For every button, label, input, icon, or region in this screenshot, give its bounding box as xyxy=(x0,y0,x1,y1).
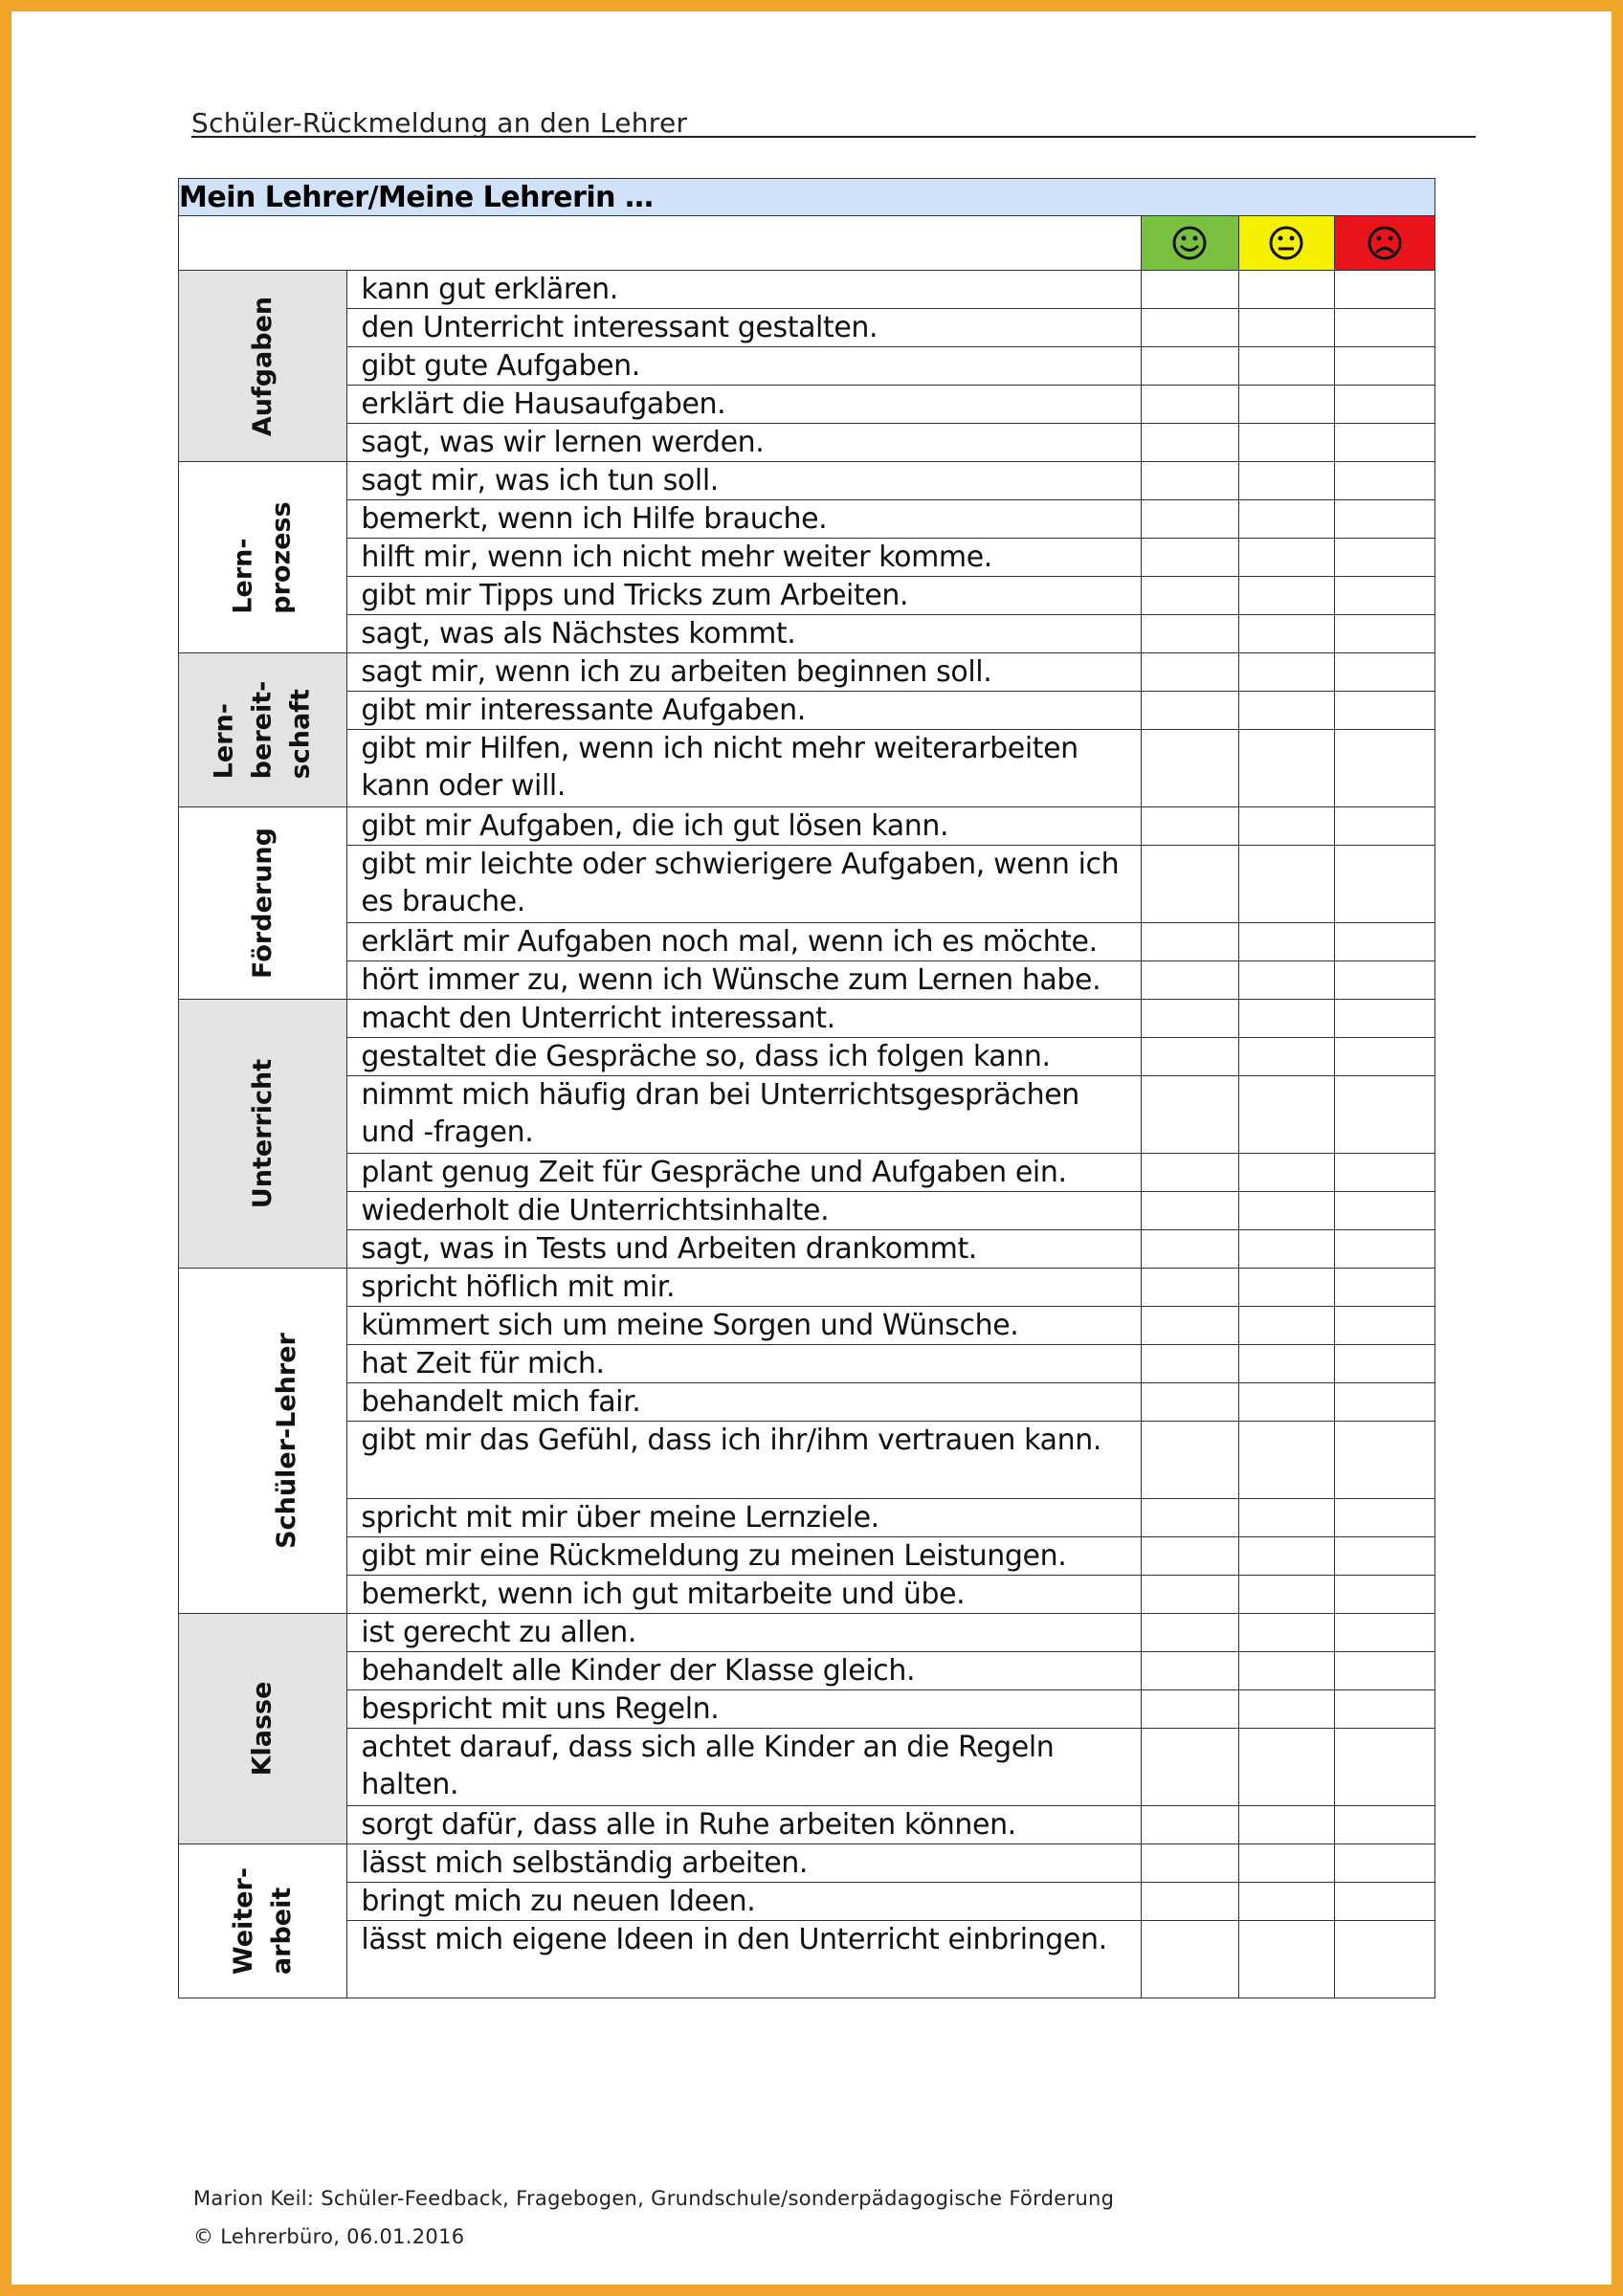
statement-row xyxy=(179,424,1435,462)
sad-face-icon xyxy=(1366,224,1404,262)
rating-neutral-box[interactable] xyxy=(1238,615,1334,653)
rating-happy-box[interactable] xyxy=(1142,1192,1238,1230)
rating-neutral-box[interactable] xyxy=(1238,1383,1334,1422)
rating-sad-box[interactable] xyxy=(1334,347,1434,386)
statement-row xyxy=(179,577,1435,615)
statement-text: macht den Unterricht interessant. xyxy=(347,1000,1142,1038)
rating-neutral-box[interactable] xyxy=(1238,692,1334,730)
statement-text: gibt mir Tipps und Tricks zum Arbeiten. xyxy=(347,577,1142,615)
statement-text: lässt mich selbständig arbeiten. xyxy=(347,1844,1142,1883)
statement-row xyxy=(179,653,1435,692)
rating-neutral-box[interactable] xyxy=(1238,424,1334,462)
rating-sad-box[interactable] xyxy=(1334,271,1434,309)
rating-happy-box[interactable] xyxy=(1142,1269,1238,1307)
rating-neutral-box[interactable] xyxy=(1238,1614,1334,1652)
rating-neutral-box[interactable] xyxy=(1238,653,1334,692)
rating-neutral-box[interactable] xyxy=(1238,1345,1334,1383)
rating-neutral-box[interactable] xyxy=(1238,1883,1334,1921)
rating-happy-box[interactable] xyxy=(1142,1614,1238,1652)
statement-row xyxy=(179,1921,1435,1998)
rating-sad-box[interactable] xyxy=(1334,1154,1434,1192)
rating-neutral-box[interactable] xyxy=(1238,1230,1334,1269)
category-cell xyxy=(179,1614,347,1844)
rating-neutral-box[interactable] xyxy=(1238,539,1334,577)
statement-row xyxy=(179,539,1435,577)
rating-happy-box[interactable] xyxy=(1142,1499,1238,1537)
statement-row xyxy=(179,1154,1435,1192)
rating-sad-box[interactable] xyxy=(1334,500,1434,539)
rating-sad-box[interactable] xyxy=(1334,1729,1434,1806)
rating-neutral-box[interactable] xyxy=(1238,271,1334,309)
footer-copyright: © Lehrerbüro, 06.01.2016 xyxy=(193,2225,465,2248)
statement-row xyxy=(179,1652,1435,1690)
rating-sad-box[interactable] xyxy=(1334,846,1434,923)
statement-text: gibt mir eine Rückmeldung zu meinen Leistungen. xyxy=(347,1537,1142,1576)
category-cell xyxy=(179,1269,347,1614)
category-label: Förderung xyxy=(247,828,278,979)
rating-neutral-box[interactable] xyxy=(1238,807,1334,846)
rating-sad-box[interactable] xyxy=(1334,1576,1434,1614)
rating-sad-box[interactable] xyxy=(1334,1806,1434,1844)
statement-row xyxy=(179,961,1435,1000)
rating-neutral-box[interactable] xyxy=(1238,1499,1334,1537)
statement-row xyxy=(179,1230,1435,1269)
statement-text: spricht mit mir über meine Lernziele. xyxy=(347,1499,1142,1537)
rating-sad-box[interactable] xyxy=(1334,386,1434,424)
rating-sad-box[interactable] xyxy=(1334,1537,1434,1576)
category-cell xyxy=(179,1844,347,1998)
rating-neutral-box[interactable] xyxy=(1238,1307,1334,1345)
rating-happy-box[interactable] xyxy=(1142,1537,1238,1576)
rating-happy-box[interactable] xyxy=(1142,1883,1238,1921)
rating-sad-box[interactable] xyxy=(1334,615,1434,653)
statement-text: hört immer zu, wenn ich Wünsche zum Lernen habe. xyxy=(347,961,1142,1000)
rating-happy-box[interactable] xyxy=(1142,1652,1238,1690)
category-cell xyxy=(179,807,347,1000)
rating-happy-box[interactable] xyxy=(1142,1729,1238,1806)
neutral-face-icon xyxy=(1267,224,1305,262)
rating-happy-box[interactable] xyxy=(1142,1921,1238,1998)
rating-happy-box[interactable] xyxy=(1142,923,1238,961)
statement-text: lässt mich eigene Ideen in den Unterricht einbringen. xyxy=(347,1921,1142,1998)
rating-sad-box[interactable] xyxy=(1334,577,1434,615)
rating-sad-box[interactable] xyxy=(1334,807,1434,846)
statement-row xyxy=(179,1576,1435,1614)
rating-neutral-box[interactable] xyxy=(1238,1652,1334,1690)
rating-happy-box[interactable] xyxy=(1142,1690,1238,1729)
title-divider xyxy=(191,136,1476,138)
statement-text: den Unterricht interessant gestalten. xyxy=(347,309,1142,347)
rating-neutral-box[interactable] xyxy=(1238,1690,1334,1729)
category-cell xyxy=(179,462,347,653)
rating-sad-box[interactable] xyxy=(1334,424,1434,462)
statement-text: gibt mir Aufgaben, die ich gut lösen kann. xyxy=(347,807,1142,846)
rating-sad-box[interactable] xyxy=(1334,1307,1434,1345)
statement-text: gibt mir leichte oder schwierigere Aufgaben, wenn ich es brauche. xyxy=(347,846,1142,923)
rating-neutral-box[interactable] xyxy=(1238,347,1334,386)
rating-happy-box[interactable] xyxy=(1142,692,1238,730)
statement-row xyxy=(179,309,1435,347)
rating-happy-box[interactable] xyxy=(1142,1844,1238,1883)
rating-happy-box[interactable] xyxy=(1142,500,1238,539)
category-label: Lern- bereit- schaft xyxy=(209,680,316,780)
statement-text: erklärt mir Aufgaben noch mal, wenn ich es möchte. xyxy=(347,923,1142,961)
rating-happy-box[interactable] xyxy=(1142,539,1238,577)
rating-sad-box[interactable] xyxy=(1334,1652,1434,1690)
rating-happy-box[interactable] xyxy=(1142,424,1238,462)
rating-sad-box[interactable] xyxy=(1334,1422,1434,1499)
rating-happy-box[interactable] xyxy=(1142,1422,1238,1499)
rating-sad-box[interactable] xyxy=(1334,539,1434,577)
statement-text: bringt mich zu neuen Ideen. xyxy=(347,1883,1142,1921)
category-cell xyxy=(179,653,347,807)
rating-happy-box[interactable] xyxy=(1142,1345,1238,1383)
statement-text: sagt, was in Tests und Arbeiten drankommt. xyxy=(347,1230,1142,1269)
rating-happy-box[interactable] xyxy=(1142,1806,1238,1844)
statement-row xyxy=(179,846,1435,923)
statement-text: gibt gute Aufgaben. xyxy=(347,347,1142,386)
rating-neutral-box[interactable] xyxy=(1238,1921,1334,1998)
rating-happy-box[interactable] xyxy=(1142,1038,1238,1076)
category-label: Aufgaben xyxy=(247,296,278,436)
rating-neutral-box[interactable] xyxy=(1238,462,1334,500)
statement-text: gestaltet die Gespräche so, dass ich folgen kann. xyxy=(347,1038,1142,1076)
statement-text: erklärt die Hausaufgaben. xyxy=(347,386,1142,424)
rating-neutral-box[interactable] xyxy=(1238,730,1334,807)
statement-text: behandelt mich fair. xyxy=(347,1383,1142,1422)
rating-happy-box[interactable] xyxy=(1142,1000,1238,1038)
rating-happy-box[interactable] xyxy=(1142,1383,1238,1422)
rating-happy-box[interactable] xyxy=(1142,807,1238,846)
statement-row xyxy=(179,500,1435,539)
statement-text: bemerkt, wenn ich Hilfe brauche. xyxy=(347,500,1142,539)
rating-sad-header xyxy=(1334,216,1434,271)
rating-happy-box[interactable] xyxy=(1142,462,1238,500)
rating-sad-box[interactable] xyxy=(1334,1345,1434,1383)
rating-happy-box[interactable] xyxy=(1142,730,1238,807)
rating-neutral-box[interactable] xyxy=(1238,1844,1334,1883)
rating-sad-box[interactable] xyxy=(1334,309,1434,347)
statement-row xyxy=(179,1844,1435,1883)
rating-happy-box[interactable] xyxy=(1142,961,1238,1000)
statement-row xyxy=(179,1383,1435,1422)
rating-happy-header xyxy=(1142,216,1238,271)
rating-neutral-box[interactable] xyxy=(1238,1154,1334,1192)
statement-text: hilft mir, wenn ich nicht mehr weiter komme. xyxy=(347,539,1142,577)
rating-happy-box[interactable] xyxy=(1142,309,1238,347)
statement-row xyxy=(179,386,1435,424)
statement-row xyxy=(179,1690,1435,1729)
rating-neutral-box[interactable] xyxy=(1238,1422,1334,1499)
statement-row xyxy=(179,807,1435,846)
category-label: Lern- prozess xyxy=(228,500,297,614)
rating-sad-box[interactable] xyxy=(1334,692,1434,730)
rating-sad-box[interactable] xyxy=(1334,1383,1434,1422)
statement-text: ist gerecht zu allen. xyxy=(347,1614,1142,1652)
rating-neutral-box[interactable] xyxy=(1238,1000,1334,1038)
footer-author: Marion Keil: Schüler-Feedback, Fragebogen, Grundschule/sonderpädagogische Förderung xyxy=(193,2187,1115,2210)
category-label: Unterricht xyxy=(247,1058,278,1209)
rating-happy-box[interactable] xyxy=(1142,615,1238,653)
statement-text: sagt mir, was ich tun soll. xyxy=(347,462,1142,500)
statement-text: behandelt alle Kinder der Klasse gleich. xyxy=(347,1652,1142,1690)
statement-text: plant genug Zeit für Gespräche und Aufgaben ein. xyxy=(347,1154,1142,1192)
rating-neutral-box[interactable] xyxy=(1238,1576,1334,1614)
statement-text: sagt, was wir lernen werden. xyxy=(347,424,1142,462)
rating-neutral-box[interactable] xyxy=(1238,1269,1334,1307)
statement-row xyxy=(179,1729,1435,1806)
rating-neutral-box[interactable] xyxy=(1238,1192,1334,1230)
statement-row xyxy=(179,1806,1435,1844)
rating-happy-box[interactable] xyxy=(1142,347,1238,386)
statement-row xyxy=(179,1307,1435,1345)
rating-sad-box[interactable] xyxy=(1334,1614,1434,1652)
statement-text: sorgt dafür, dass alle in Ruhe arbeiten können. xyxy=(347,1806,1142,1844)
category-label: Klasse xyxy=(247,1681,278,1777)
rating-sad-box[interactable] xyxy=(1334,730,1434,807)
rating-happy-box[interactable] xyxy=(1142,271,1238,309)
rating-sad-box[interactable] xyxy=(1334,1192,1434,1230)
rating-happy-box[interactable] xyxy=(1142,1230,1238,1269)
statement-row xyxy=(179,730,1435,807)
statement-text: nimmt mich häufig dran bei Unterrichtsgesprächen und -fragen. xyxy=(347,1076,1142,1154)
statement-text: gibt mir interessante Aufgaben. xyxy=(347,692,1142,730)
statement-text: bespricht mit uns Regeln. xyxy=(347,1690,1142,1729)
rating-neutral-box[interactable] xyxy=(1238,961,1334,1000)
rating-happy-box[interactable] xyxy=(1142,653,1238,692)
document-title: Schüler-Rückmeldung an den Lehrer xyxy=(191,107,688,139)
category-cell xyxy=(179,271,347,462)
rating-happy-box[interactable] xyxy=(1142,1076,1238,1154)
statement-text: gibt mir Hilfen, wenn ich nicht mehr weiterarbeiten kann oder will. xyxy=(347,730,1142,807)
statement-row xyxy=(179,1614,1435,1652)
rating-neutral-box[interactable] xyxy=(1238,1038,1334,1076)
rating-happy-box[interactable] xyxy=(1142,846,1238,923)
rating-neutral-box[interactable] xyxy=(1238,500,1334,539)
statement-row xyxy=(179,615,1435,653)
category-label: Weiter- arbeit xyxy=(228,1866,297,1976)
rating-scale-row xyxy=(179,216,1435,271)
table-header-title: Mein Lehrer/Meine Lehrerin … xyxy=(179,179,1435,216)
statement-text: sagt mir, wenn ich zu arbeiten beginnen soll. xyxy=(347,653,1142,692)
statement-row xyxy=(179,1499,1435,1537)
rating-happy-box[interactable] xyxy=(1142,577,1238,615)
statement-text: bemerkt, wenn ich gut mitarbeite und übe. xyxy=(347,1576,1142,1614)
rating-neutral-header xyxy=(1238,216,1334,271)
feedback-table xyxy=(178,178,1435,1998)
statement-text: achtet darauf, dass sich alle Kinder an die Regeln halten. xyxy=(347,1729,1142,1806)
statement-row xyxy=(179,271,1435,309)
rating-sad-box[interactable] xyxy=(1334,1230,1434,1269)
category-label: Schüler-Lehrer xyxy=(271,1333,301,1549)
rating-happy-box[interactable] xyxy=(1142,1154,1238,1192)
statement-row xyxy=(179,1269,1435,1307)
statement-row xyxy=(179,462,1435,500)
statement-row xyxy=(179,1038,1435,1076)
rating-sad-box[interactable] xyxy=(1334,1000,1434,1038)
statement-row xyxy=(179,1192,1435,1230)
statement-row xyxy=(179,923,1435,961)
statement-text: hat Zeit für mich. xyxy=(347,1345,1142,1383)
rating-neutral-box[interactable] xyxy=(1238,1076,1334,1154)
rating-neutral-box[interactable] xyxy=(1238,577,1334,615)
category-cell xyxy=(179,1000,347,1269)
rating-neutral-box[interactable] xyxy=(1238,923,1334,961)
document-page xyxy=(11,11,1612,2285)
statement-text: spricht höflich mit mir. xyxy=(347,1269,1142,1307)
statement-text: sagt, was als Nächstes kommt. xyxy=(347,615,1142,653)
rating-sad-box[interactable] xyxy=(1334,1076,1434,1154)
rating-happy-box[interactable] xyxy=(1142,386,1238,424)
happy-face-icon xyxy=(1170,224,1209,262)
rating-scale-blank xyxy=(179,216,1142,271)
statement-row xyxy=(179,1076,1435,1154)
statement-text: wiederholt die Unterrichtsinhalte. xyxy=(347,1192,1142,1230)
rating-happy-box[interactable] xyxy=(1142,1307,1238,1345)
rating-neutral-box[interactable] xyxy=(1238,386,1334,424)
table-header-row xyxy=(179,179,1435,216)
rating-sad-box[interactable] xyxy=(1334,653,1434,692)
statement-row xyxy=(179,692,1435,730)
statement-row xyxy=(179,1422,1435,1499)
rating-happy-box[interactable] xyxy=(1142,1576,1238,1614)
rating-sad-box[interactable] xyxy=(1334,1883,1434,1921)
statement-row xyxy=(179,347,1435,386)
statement-text: gibt mir das Gefühl, dass ich ihr/ihm vertrauen kann. xyxy=(347,1422,1142,1499)
statement-row xyxy=(179,1883,1435,1921)
statement-text: kann gut erklären. xyxy=(347,271,1142,309)
rating-sad-box[interactable] xyxy=(1334,1844,1434,1883)
rating-sad-box[interactable] xyxy=(1334,1690,1434,1729)
rating-sad-box[interactable] xyxy=(1334,1921,1434,1998)
rating-sad-box[interactable] xyxy=(1334,961,1434,1000)
rating-neutral-box[interactable] xyxy=(1238,1806,1334,1844)
rating-sad-box[interactable] xyxy=(1334,462,1434,500)
rating-neutral-box[interactable] xyxy=(1238,309,1334,347)
rating-sad-box[interactable] xyxy=(1334,1499,1434,1537)
statement-row xyxy=(179,1000,1435,1038)
statement-row xyxy=(179,1537,1435,1576)
rating-sad-box[interactable] xyxy=(1334,1269,1434,1307)
rating-sad-box[interactable] xyxy=(1334,1038,1434,1076)
rating-sad-box[interactable] xyxy=(1334,923,1434,961)
rating-neutral-box[interactable] xyxy=(1238,1729,1334,1806)
rating-neutral-box[interactable] xyxy=(1238,846,1334,923)
rating-neutral-box[interactable] xyxy=(1238,1537,1334,1576)
statement-row xyxy=(179,1345,1435,1383)
statement-text: kümmert sich um meine Sorgen und Wünsche. xyxy=(347,1307,1142,1345)
